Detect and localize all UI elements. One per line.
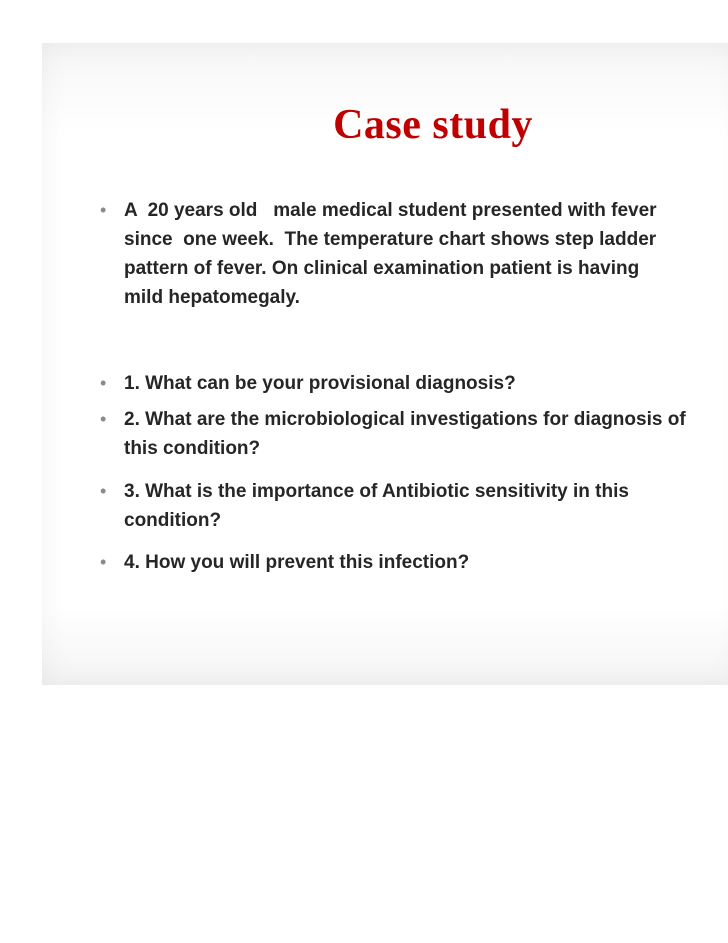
slide-title: Case study	[333, 102, 533, 148]
bullet-line: 1. What can be your provisional diagnosis?	[124, 373, 516, 394]
bullet-marker-icon: •	[100, 200, 107, 220]
bullet-line: condition?	[124, 510, 222, 531]
bullet-marker-icon: •	[100, 373, 107, 393]
bullet-line: A 20 years old male medical student presented with fever	[124, 200, 657, 221]
bullet-line: 2. What are the microbiological investigations for diagnosis of	[124, 409, 686, 430]
bullet-line: since one week. The temperature chart shows step ladder	[124, 229, 657, 250]
bullet-marker-icon: •	[100, 552, 107, 572]
bullet-marker-icon: •	[100, 409, 107, 429]
bullet-line: pattern of fever. On clinical examination patient is having	[124, 258, 640, 279]
bullet-marker-icon: •	[100, 481, 107, 501]
bullet-line: 3. What is the importance of Antibiotic sensitivity in this	[124, 481, 629, 502]
bullet-line: this condition?	[124, 438, 261, 459]
bullet-line: mild hepatomegaly.	[124, 287, 300, 308]
bullet-line: 4. How you will prevent this infection?	[124, 552, 470, 573]
